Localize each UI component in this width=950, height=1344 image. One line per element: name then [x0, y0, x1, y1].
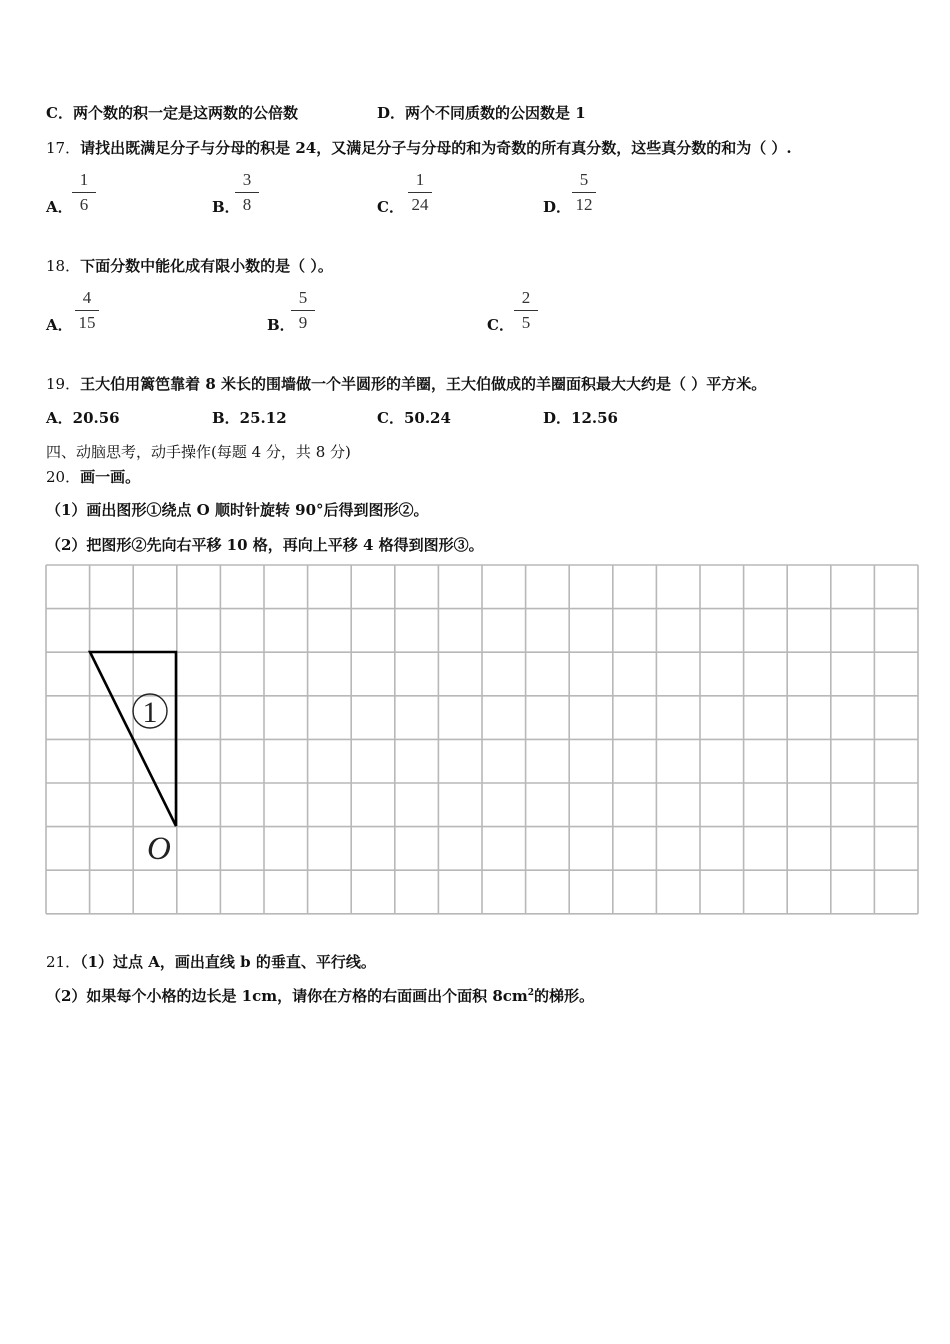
q21-part2-suffix: 的梯形。: [534, 987, 595, 1005]
section-4-title: 四、动脑思考，动手操作(每题 4 分，共 8 分): [46, 443, 351, 461]
q18-option-a-label: A．: [46, 316, 73, 334]
shape-1-label: 1: [142, 696, 158, 729]
q21-part2-superscript: 2: [527, 988, 535, 998]
q18-option-b-label: B．: [267, 316, 295, 334]
q16-option-c: C．两个数的积一定是这两数的公倍数: [46, 104, 298, 122]
fraction-denominator: 6: [79, 195, 89, 214]
fraction-numerator: 5: [579, 170, 589, 189]
q19-option-a: A．20.56: [46, 409, 120, 427]
q20-number: 20．: [46, 468, 81, 486]
q21-number: 21．: [46, 953, 81, 971]
q19-option-d: D．12.56: [543, 409, 618, 427]
fraction-denominator: 5: [521, 313, 531, 332]
q19-text: 王大伯用篱笆靠着 8 米长的围墙做一个半圆形的羊圈，王大伯做成的羊圈面积最大大约是（ ）平方米。: [80, 375, 767, 393]
q16-option-d: D．两个不同质数的公因数是 1: [377, 104, 586, 122]
q20-part1: （1）画出图形①绕点 O 顺时针旋转 90°后得到图形②。: [46, 501, 429, 519]
fraction-numerator: 2: [521, 288, 531, 307]
q17-option-c-label: C．: [377, 198, 404, 216]
q21-part2: [46, 985, 594, 1006]
fraction-denominator: 9: [298, 313, 308, 332]
fraction-numerator: 4: [82, 288, 92, 307]
q21-question: [46, 951, 376, 972]
fraction-numerator: 5: [298, 288, 308, 307]
q18-option-c-label: C．: [487, 316, 514, 334]
q17-text: 请找出既满足分子与分母的积是 24，又满足分子与分母的和为奇数的所有真分数，这些真分数的和为（ ）.: [80, 139, 792, 157]
q17-number: 17．: [46, 139, 81, 157]
q18-text: 下面分数中能化成有限小数的是（ ）。: [80, 257, 333, 275]
fraction-numerator: 1: [79, 170, 89, 189]
q19-option-c: C．50.24: [377, 409, 451, 427]
q17-option-d-label: D．: [543, 198, 572, 216]
fraction-numerator: 1: [415, 170, 425, 189]
q20-text: 画一画。: [80, 468, 141, 486]
q18-number: 18．: [46, 257, 81, 275]
q21-part1: （1）过点 A，画出直线 b 的垂直、平行线。: [80, 953, 376, 971]
q19-option-b: B．25.12: [212, 409, 287, 427]
fraction-denominator: 8: [242, 195, 252, 214]
fraction-denominator: 15: [78, 313, 96, 332]
q21-part2-text: （2）如果每个小格的边长是 1cm，请你在方格的右面画出个面积 8cm: [46, 987, 528, 1005]
fraction-denominator: 24: [411, 195, 429, 214]
fraction-denominator: 12: [575, 195, 593, 214]
q20-part2: （2）把图形②先向右平移 10 格，再向上平移 4 格得到图形③。: [46, 536, 484, 554]
q19-number: 19．: [46, 375, 81, 393]
q17-option-a-label: A．: [46, 198, 73, 216]
fraction-numerator: 3: [242, 170, 252, 189]
q17-option-b-label: B．: [212, 198, 240, 216]
point-o-label: O: [147, 831, 171, 867]
